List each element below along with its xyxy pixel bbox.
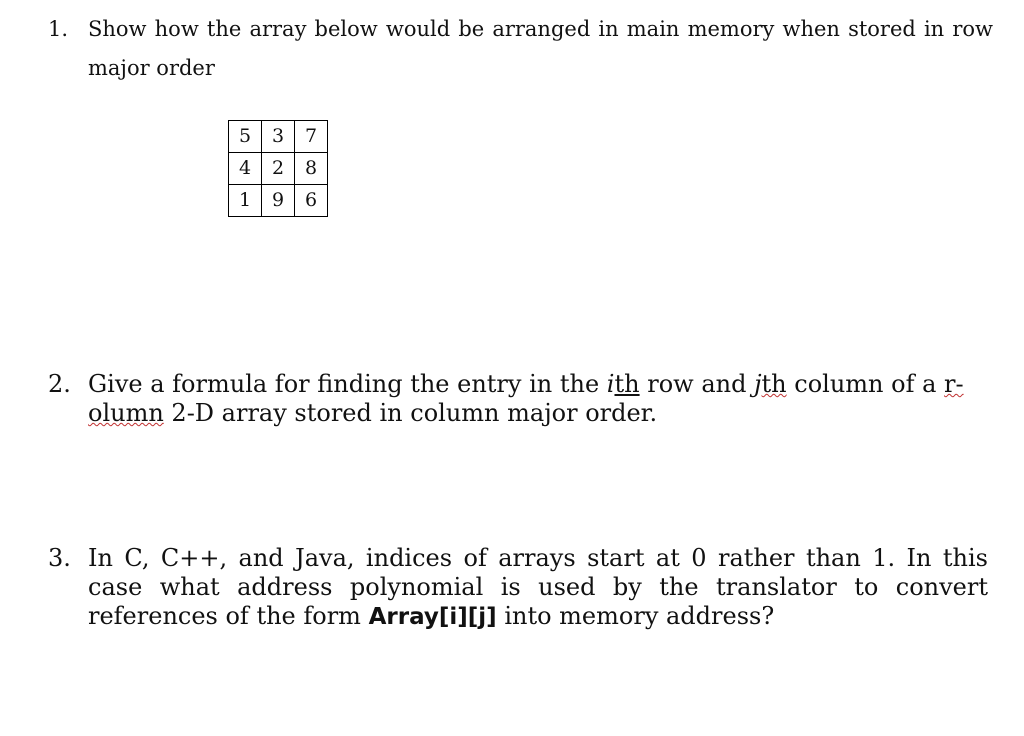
question-1-text: Show how the array below would be arranged in main memory when stored in row major order xyxy=(88,17,993,80)
q2-text-part: Give a formula for finding the entry in the xyxy=(88,370,607,398)
question-1 xyxy=(48,10,993,88)
question-3-text xyxy=(88,544,988,632)
array-row xyxy=(229,185,328,217)
array-row xyxy=(229,121,328,153)
array-cell: 7 xyxy=(295,121,328,153)
q3-text-part: into memory address? xyxy=(496,602,775,630)
q2-var-j: j xyxy=(754,370,762,398)
q3-text-part: In C, C++, and Java, indices of arrays start at 0 rather than 1. In this case what address polynomial is used by the translator to convert references of the form xyxy=(88,544,988,630)
array-table xyxy=(228,120,328,217)
array-cell: 5 xyxy=(229,121,262,153)
array-cell: 9 xyxy=(262,185,295,217)
q2-spellcheck-word: olumn xyxy=(88,399,164,427)
q2-var-i: i xyxy=(606,370,615,398)
question-2-text xyxy=(88,370,993,428)
array-cell: 1 xyxy=(229,185,262,217)
q2-th-suffix: th xyxy=(761,370,787,398)
question-3-number: 3. xyxy=(48,544,71,572)
question-2-number: 2. xyxy=(48,370,71,398)
question-1-number: 1. xyxy=(48,17,69,41)
question-2 xyxy=(48,370,993,428)
array-cell: 6 xyxy=(295,185,328,217)
question-3 xyxy=(48,544,988,632)
array-row xyxy=(229,153,328,185)
array-cell: 3 xyxy=(262,121,295,153)
array-cell: 2 xyxy=(262,153,295,185)
q2-th-suffix: th xyxy=(614,370,640,398)
q2-text-part: row and xyxy=(639,370,755,398)
q3-code-reference: Array[i][j] xyxy=(368,604,497,630)
array-cell: 8 xyxy=(295,153,328,185)
q2-text-part: column of a xyxy=(786,370,945,398)
q2-spellcheck-word: r- xyxy=(944,370,964,398)
q2-text-part: 2-D array stored in column major order. xyxy=(163,399,658,427)
array-cell: 4 xyxy=(229,153,262,185)
